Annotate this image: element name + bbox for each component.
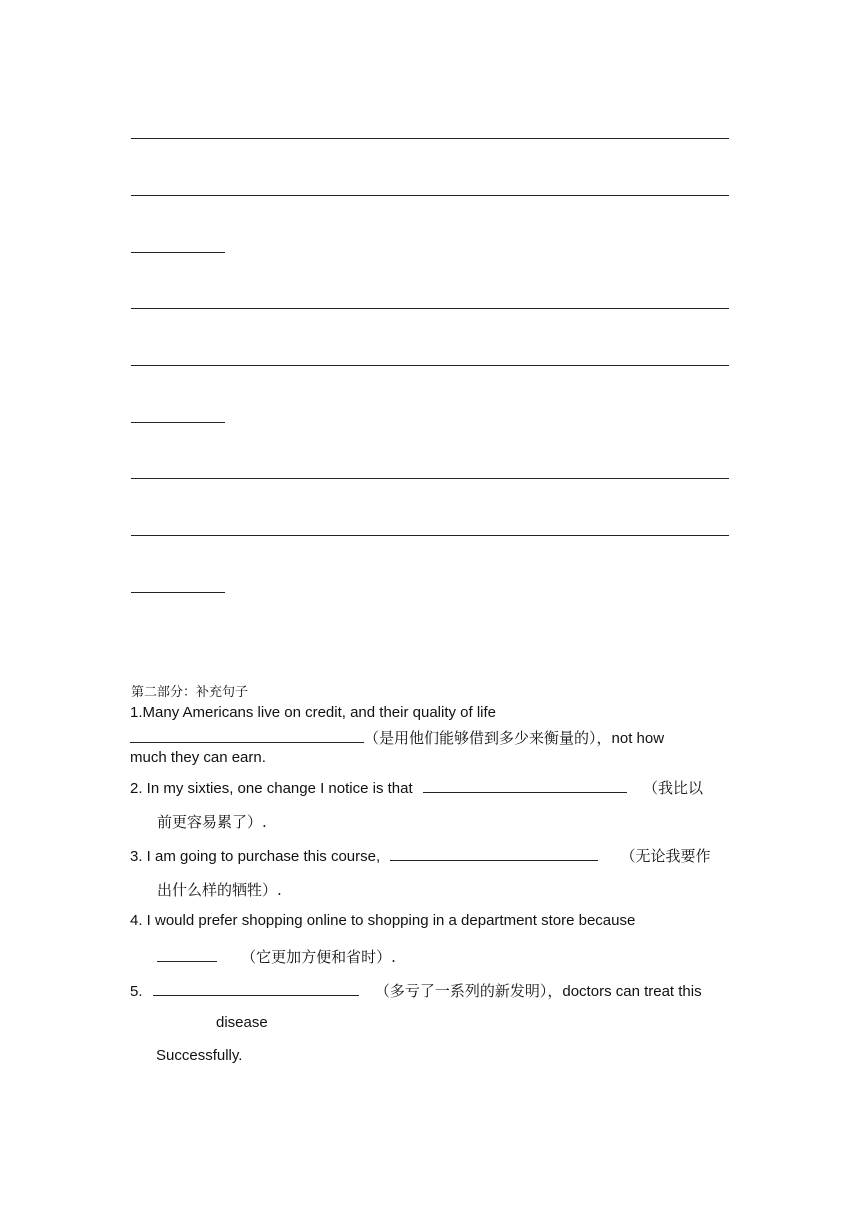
question-1-line3: much they can earn.	[130, 749, 266, 766]
question-4-line2	[157, 946, 396, 967]
answer-blank[interactable]	[157, 960, 217, 962]
answer-line[interactable]	[131, 138, 729, 139]
answer-line-short[interactable]	[131, 422, 225, 423]
question-3-hint-cont: 出什么样的牺牲）.	[157, 881, 282, 899]
section-heading: 第二部分：补充句子	[131, 685, 249, 700]
question-2-line1	[130, 777, 703, 798]
question-5-line1	[130, 980, 702, 1001]
question-2-text: 2. In my sixties, one change I notice is that	[130, 780, 413, 797]
answer-line[interactable]	[131, 195, 729, 196]
question-5-line3: Successfully.	[156, 1047, 243, 1064]
question-3-text: 3. I am going to purchase this course,	[130, 848, 381, 865]
question-2-hint-cont: 前更容易累了）.	[157, 813, 267, 831]
question-5-line2: disease	[216, 1014, 268, 1031]
question-4-hint: （它更加方便和省时）.	[241, 948, 396, 966]
question-1-line2	[130, 727, 664, 748]
question-1-hint: （是用他们能够借到多少来衡量的），	[364, 729, 612, 747]
answer-blank[interactable]	[130, 741, 364, 743]
answer-line[interactable]	[131, 478, 729, 479]
question-4-text: 4. I would prefer shopping online to shopping in a department store because	[130, 912, 636, 929]
answer-line[interactable]	[131, 535, 729, 536]
answer-blank[interactable]	[153, 994, 359, 996]
question-1-text: 1.Many Americans live on credit, and their quality of life	[130, 704, 497, 721]
answer-line-short[interactable]	[131, 592, 225, 593]
question-5-tail: doctors can treat this	[562, 983, 702, 1000]
answer-blank[interactable]	[390, 859, 598, 861]
answer-line[interactable]	[131, 365, 729, 366]
question-1-tail: not how	[611, 730, 665, 747]
question-5-hint: （多亏了一系列的新发明），	[374, 982, 563, 1000]
question-2-hint: （我比以	[643, 779, 704, 797]
answer-line[interactable]	[131, 308, 729, 309]
answer-blank[interactable]	[423, 791, 627, 793]
question-3-hint: （无论我要作	[620, 847, 711, 865]
answer-line-short[interactable]	[131, 252, 225, 253]
question-3-line1	[130, 845, 711, 866]
question-5-number: 5.	[130, 983, 143, 1000]
